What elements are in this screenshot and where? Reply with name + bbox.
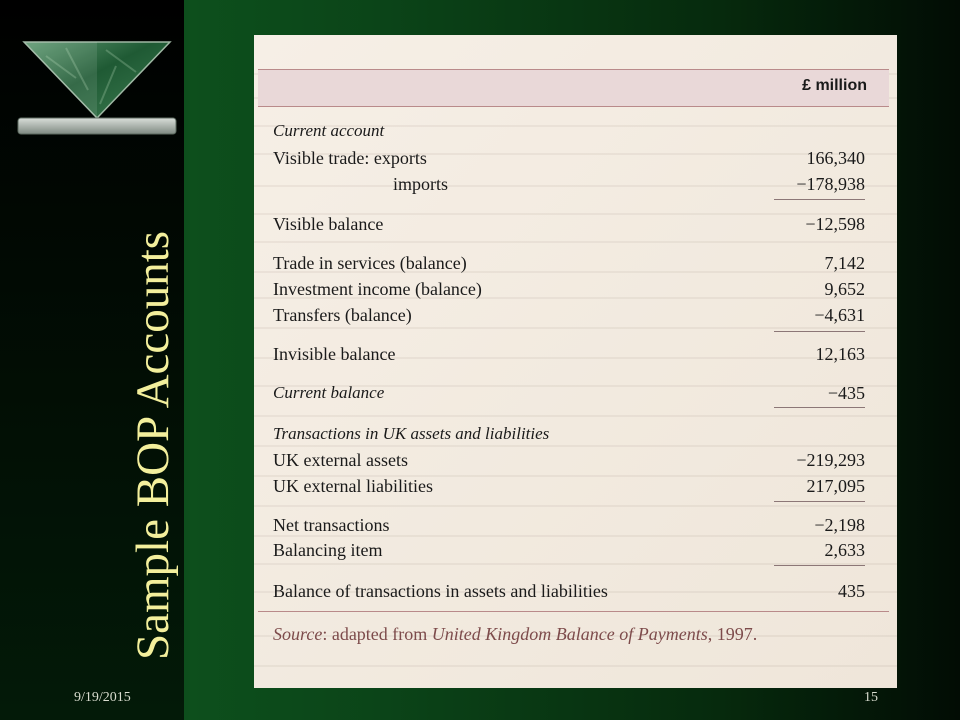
- assets-heading: Transactions in UK assets and liabilities: [273, 424, 550, 443]
- source-prefix: Source: [273, 624, 323, 644]
- row-value: 435: [838, 581, 865, 601]
- row-label: imports: [393, 174, 449, 194]
- row-value: −12,598: [805, 214, 865, 234]
- subtotal-rule: [774, 331, 865, 332]
- table-row: [273, 344, 865, 366]
- row-label: Net transactions: [273, 515, 390, 535]
- bop-table-document: [254, 35, 897, 688]
- source-middle: : adapted from: [322, 624, 432, 644]
- row-value: −2,198: [814, 515, 865, 535]
- row-value: 7,142: [824, 253, 865, 273]
- row-label: Trade in services (balance): [273, 253, 467, 273]
- table-bottom-rule: [258, 611, 889, 612]
- table-header-bar: [258, 69, 889, 107]
- row-value: 12,163: [815, 344, 865, 364]
- sidebar: [0, 0, 184, 720]
- table-row: [273, 174, 865, 196]
- subtotal-rule: [774, 407, 865, 408]
- row-value: −4,631: [814, 305, 865, 325]
- row-label: UK external liabilities: [273, 476, 433, 496]
- unit-header: £ million: [802, 77, 867, 94]
- row-label: Visible balance: [273, 214, 384, 234]
- row-label: Transfers (balance): [273, 305, 412, 325]
- row-label: Investment income (balance): [273, 279, 482, 299]
- emblem-logo-icon: [16, 38, 178, 136]
- row-label: Visible trade: exports: [273, 148, 427, 168]
- row-value: −219,293: [796, 450, 865, 470]
- source-note: [273, 624, 757, 645]
- footer-page-number: 15: [864, 690, 878, 705]
- row-value: −435: [827, 383, 865, 403]
- row-label: UK external assets: [273, 450, 408, 470]
- row-value: −178,938: [796, 174, 865, 194]
- row-label: Invisible balance: [273, 344, 396, 364]
- section-heading: [273, 424, 865, 446]
- table-row: [273, 214, 865, 236]
- slide-title: Sample BOP Accounts: [127, 230, 179, 660]
- row-label: Balancing item: [273, 540, 383, 560]
- row-label: Balance of transactions in assets and liabilities: [273, 581, 608, 601]
- row-label: Current balance: [273, 383, 385, 402]
- table-row: [273, 253, 865, 275]
- table-row: [273, 476, 865, 498]
- table-row: [273, 581, 865, 603]
- row-value: 217,095: [806, 476, 865, 496]
- row-value: 166,340: [806, 148, 865, 168]
- row-value: 2,633: [824, 540, 865, 560]
- source-publication: United Kingdom Balance of Payments: [431, 624, 708, 644]
- table-row: [273, 383, 865, 405]
- footer-date: 9/19/2015: [74, 690, 131, 705]
- row-value: 9,652: [824, 279, 865, 299]
- section-heading: [273, 121, 865, 143]
- subtotal-rule: [774, 199, 865, 200]
- table-row: [273, 540, 865, 562]
- subtotal-rule: [774, 565, 865, 566]
- source-suffix: , 1997.: [707, 624, 758, 644]
- table-row: [273, 450, 865, 472]
- subtotal-rule: [774, 501, 865, 502]
- current-account-heading: Current account: [273, 121, 385, 140]
- table-row: [273, 305, 865, 327]
- table-row: [273, 279, 865, 301]
- table-row: [273, 148, 865, 170]
- table-row: [273, 515, 865, 537]
